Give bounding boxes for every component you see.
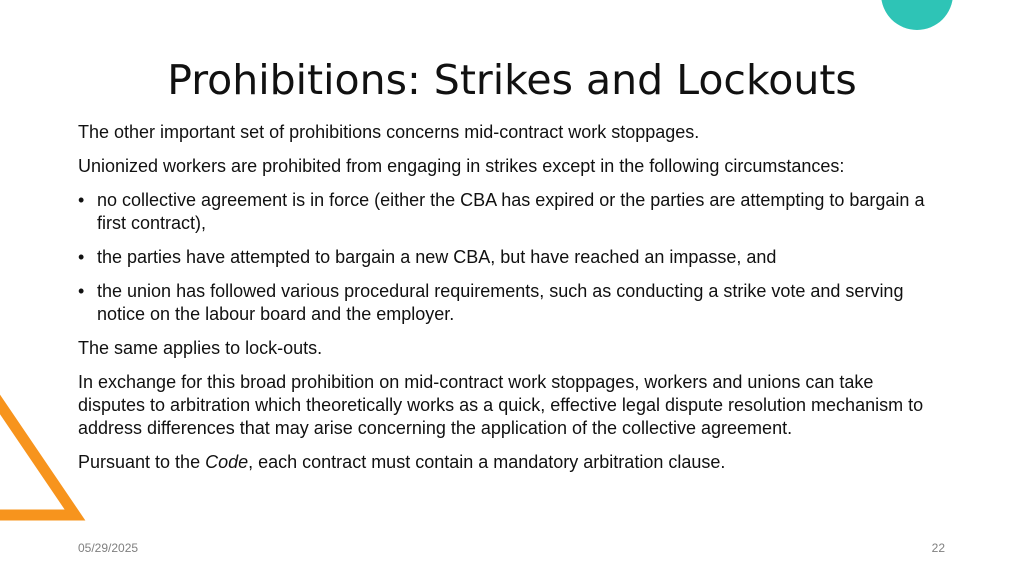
bullet-text: the union has followed various procedural requirements, such as conducting a strike vote and serving notice on the labour board and the employer. [97,281,904,324]
paragraph-code-end: , each contract must contain a mandatory arbitration clause. [248,452,726,472]
bullet-marker: • [78,247,85,267]
bullet-marker: • [78,190,85,210]
decorative-teal-circle [881,0,953,30]
decorative-orange-triangle [0,370,90,530]
bullet-item [78,280,928,326]
bullet-item [78,189,928,235]
slide-title: Prohibitions: Strikes and Lockouts [167,56,857,104]
paragraph-lockouts: The same applies to lock-outs. [78,338,323,358]
bullet-text: no collective agreement is in force (either the CBA has expired or the parties are attempting to bargain a first contract), [97,190,925,233]
slide-body [78,121,928,485]
paragraph-arbitration: In exchange for this broad prohibition on mid-contract work stoppages, workers and unions can take disputes to arbitration which theoretically works as a quick, effective legal dispute resolution mechanism to address differences that may arise concerning the application of the collective agreement. [78,372,924,438]
paragraph-intro: The other important set of prohibitions concerns mid-contract work stoppages. [78,122,700,142]
paragraph-exceptions: Unionized workers are prohibited from engaging in strikes except in the following circumstances: [78,156,845,176]
footer-date: 05/29/2025 [78,541,139,555]
code-emphasis: Code [205,452,249,472]
page-number: 22 [931,541,945,555]
bullet-item [78,246,928,269]
bullet-text: the parties have attempted to bargain a new CBA, but have reached an impasse, and [97,247,777,267]
paragraph-code [78,451,928,474]
paragraph-code-start: Pursuant to the [78,452,206,472]
bullet-marker: • [78,281,85,301]
